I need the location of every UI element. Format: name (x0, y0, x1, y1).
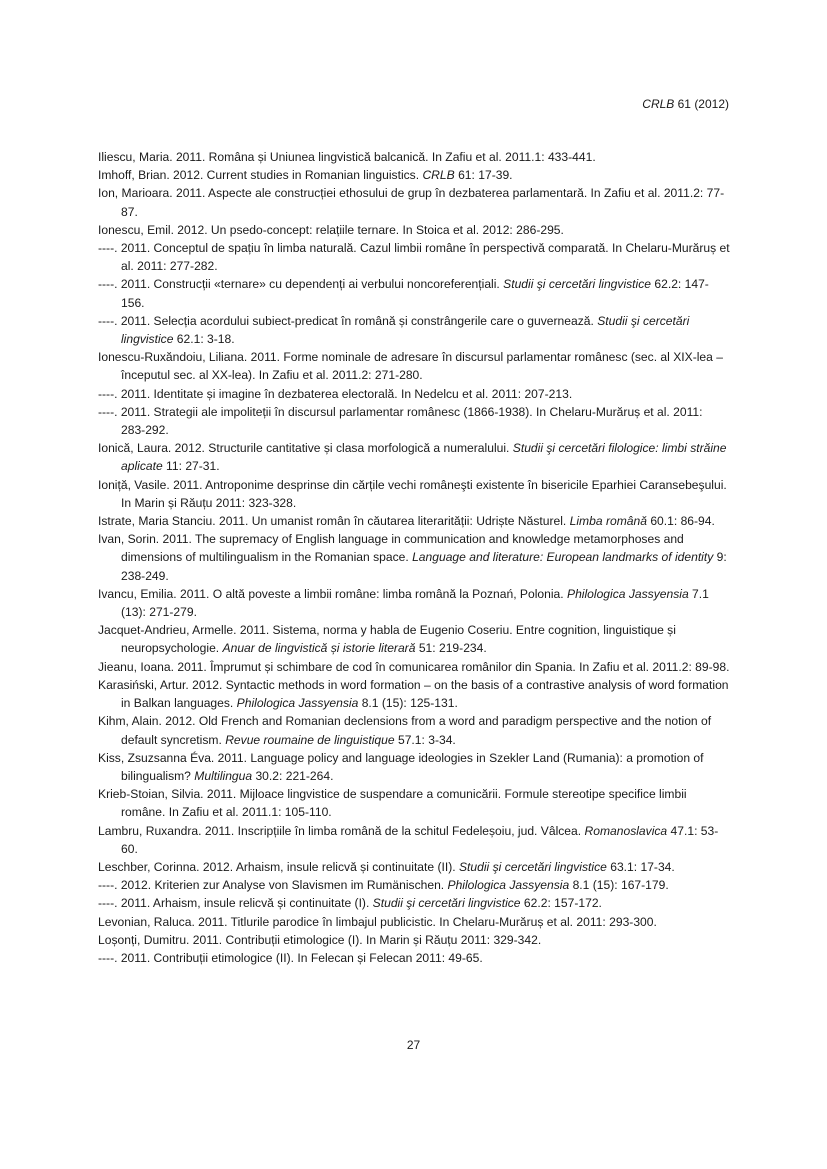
reference-text: 62.1: 3-18. (173, 332, 235, 347)
reference-entry (98, 476, 730, 512)
reference-text: 63.1: 17-34. (606, 859, 675, 874)
reference-title-italic: Revue roumaine de linguistique (225, 732, 395, 747)
reference-entry (98, 858, 730, 876)
reference-text: Kihm, Alain. 2012. Old French and Romanian declensions from a word and paradigm perspective and the notion of default syncretism. (98, 714, 712, 747)
reference-text: Ionescu, Emil. 2012. Un psedo-concept: relațiile ternare. In Stoica et al. 2012: 286-295. (98, 222, 564, 237)
reference-text: 57.1: 3-34. (394, 732, 456, 747)
reference-text: Krieb-Stoian, Silvia. 2011. Mijloace lingvistice de suspendare a comunicării. Formule stereotipe specifice limbii române. In Zafiu et al. 2011.1: 105-110. (98, 787, 687, 820)
reference-entry (98, 894, 730, 912)
reference-entry (98, 530, 730, 585)
reference-entry (98, 822, 730, 858)
reference-entry (98, 239, 730, 275)
reference-text: Ivancu, Emilia. 2011. O altă poveste a limbii române: limba română la Poznań, Polonia. (98, 586, 567, 601)
reference-text: Levonian, Raluca. 2011. Titlurile parodice în limbajul publicistic. In Chelaru-Murăruș et al. 2011: 293-300. (98, 914, 657, 929)
reference-text: ----. 2011. Construcții «ternare» cu dependenți ai verbului noncoreferențiali. (98, 277, 504, 292)
reference-text: 11: 27-31. (162, 459, 220, 474)
reference-entry (98, 621, 730, 657)
page-number: 27 (406, 1038, 421, 1052)
running-head (642, 97, 729, 111)
reference-entry (98, 148, 730, 166)
reference-title-italic: Philologica Jassyensia (567, 586, 689, 601)
reference-entry (98, 931, 730, 949)
reference-text: 8.1 (15): 167-179. (569, 878, 669, 893)
reference-entry (98, 749, 730, 785)
reference-entry (98, 439, 730, 475)
reference-text: Imhoff, Brian. 2012. Current studies in Romanian linguistics. (98, 168, 423, 183)
reference-entry (98, 166, 730, 184)
reference-entry (98, 312, 730, 348)
reference-entry (98, 913, 730, 931)
reference-text: 60.1: 86-94. (646, 514, 715, 529)
reference-text: 9: 238-249. (121, 550, 727, 583)
reference-entry (98, 676, 730, 712)
reference-text: Iliescu, Maria. 2011. Româna și Uniunea lingvistică balcanică. In Zafiu et al. 2011.1: 433-441. (98, 150, 596, 164)
reference-entry (98, 949, 730, 967)
reference-text: 8.1 (15): 125-131. (358, 696, 458, 711)
reference-entry (98, 221, 730, 239)
reference-title-italic: Studii şi cercetări lingvistice (458, 859, 607, 874)
reference-text: ----. 2011. Selecția acordului subiect-predicat în română și constrângerile care o guvernează. (98, 313, 598, 328)
reference-text: ----. 2011. Contribuții etimologice (II). In Felecan și Felecan 2011: 49-65. (98, 950, 483, 965)
reference-text: Istrate, Maria Stanciu. 2011. Un umanist român în căutarea literarității: Udriște Năsturel. (98, 514, 570, 529)
running-head-journal: CRLB (642, 97, 675, 111)
reference-title-italic: Philologica Jassyensia (236, 696, 359, 711)
reference-title-italic: Anuar de lingvistică și istorie literară (222, 641, 416, 656)
reference-entry (98, 585, 730, 621)
reference-title-italic: Philologica Jassyensia (447, 878, 570, 893)
reference-title-italic: Multilingua (194, 768, 253, 783)
reference-text: 61: 17-39. (454, 168, 513, 183)
reference-text: Loșonți, Dumitru. 2011. Contribuții etimologice (I). In Marin și Răuțu 2011: 329-342. (98, 932, 542, 947)
reference-text: Karasiński, Artur. 2012. Syntactic methods in word formation – on the basis of a contrastive analysis of word formation in Balkan languages. (98, 677, 729, 711)
reference-text: 30.2: 221-264. (252, 768, 334, 783)
reference-entry (98, 658, 730, 676)
reference-text: ----. 2012. Kriterien zur Analyse von Slavismen im Rumänischen. (98, 878, 448, 893)
reference-text: Kiss, Zsuzsanna Éva. 2011. Language policy and language ideologies in Szekler Land (Rumania): a promotion of bilingualism? (98, 750, 704, 783)
reference-entry (98, 785, 730, 821)
reference-title-italic: Studii şi cercetări lingvistice (372, 896, 521, 911)
reference-title-italic: Studii şi cercetări lingvistice (121, 313, 690, 347)
reference-text: Lambru, Ruxandra. 2011. Inscripțiile în limba română de la schitul Fedeleșoiu, jud. Vâlcea. (98, 823, 585, 838)
reference-title-italic: CRLB (422, 168, 455, 183)
reference-text: Ion, Marioara. 2011. Aspecte ale construcției ethosului de grup în dezbaterea parlamentară. In Zafiu et al. 2011.2: 77-87. (98, 186, 725, 219)
reference-text: Jieanu, Ioana. 2011. Împrumut și schimbare de cod în comunicarea românilor din Spania. In Zafiu et al. 2011.2: 89-98. (98, 659, 730, 674)
reference-entry (98, 184, 730, 220)
reference-text: ----. 2011. Arhaism, insule relicvă și continuitate (I). (98, 896, 373, 911)
reference-entry (98, 348, 730, 384)
reference-entry (98, 275, 730, 311)
reference-entry (98, 712, 730, 748)
reference-title-italic: Romanoslavica (584, 823, 668, 838)
reference-text: Ioniță, Vasile. 2011. Antroponime desprinse din cărțile vechi româneşti existente în bisericile Eparhiei Caransebeşului. In Marin și Răuțu 2011: 323-328. (98, 477, 727, 510)
reference-title-italic: Language and literature: European landmarks of identity (412, 550, 714, 565)
running-head-volume: 61 (2012) (674, 97, 729, 111)
reference-text: Ionică, Laura. 2012. Structurile cantitative și clasa morfologică a numeralului. (98, 441, 513, 456)
reference-text: 62.2: 157-172. (520, 896, 602, 911)
reference-title-italic: Studii şi cercetări filologice: limbi străine aplicate (121, 441, 727, 474)
reference-list (98, 148, 730, 967)
reference-entry (98, 403, 730, 439)
reference-text: 47.1: 53-60. (121, 823, 719, 856)
reference-text: Ivan, Sorin. 2011. The supremacy of English language in communication and knowledge metamorphoses and dimensions of multilingualism in the Romanian space. (98, 532, 684, 565)
reference-text: ----. 2011. Conceptul de spațiu în limba naturală. Cazul limbii române în perspectivă comparată. In Chelaru-Murăruș et al. 2011: 277-282. (98, 241, 730, 274)
reference-text: Leschber, Corinna. 2012. Arhaism, insule relicvă și continuitate (II). (98, 859, 459, 874)
reference-text: 62.2: 147-156. (121, 277, 709, 310)
reference-entry (98, 876, 730, 894)
reference-text: ----. 2011. Strategii ale impoliteții în discursul parlamentar românesc (1866-1938). In Chelaru-Murăruș et al. 2011: 283-292. (98, 404, 703, 438)
reference-text: 7.1 (13): 271-279. (121, 586, 709, 620)
reference-text: ----. 2011. Identitate și imagine în dezbaterea electorală. In Nedelcu et al. 2011: 207-213. (98, 386, 573, 401)
reference-text: Jacquet-Andrieu, Armelle. 2011. Sistema, norma y habla de Eugenio Coseriu. Entre cognition, linguistique și neuropsychologie. (98, 623, 676, 656)
reference-title-italic: Studii şi cercetări lingvistice (503, 277, 652, 292)
reference-text: 51: 219-234. (415, 641, 487, 656)
reference-entry (98, 385, 730, 403)
reference-text: Ionescu-Ruxăndoiu, Liliana. 2011. Forme nominale de adresare în discursul parlamentar românesc (sec. al XIX-lea – începutul sec. al XX-lea). In Zafiu et al. 2011.2: 271-280. (98, 350, 723, 383)
reference-entry (98, 512, 730, 530)
reference-title-italic: Limba română (569, 514, 647, 529)
